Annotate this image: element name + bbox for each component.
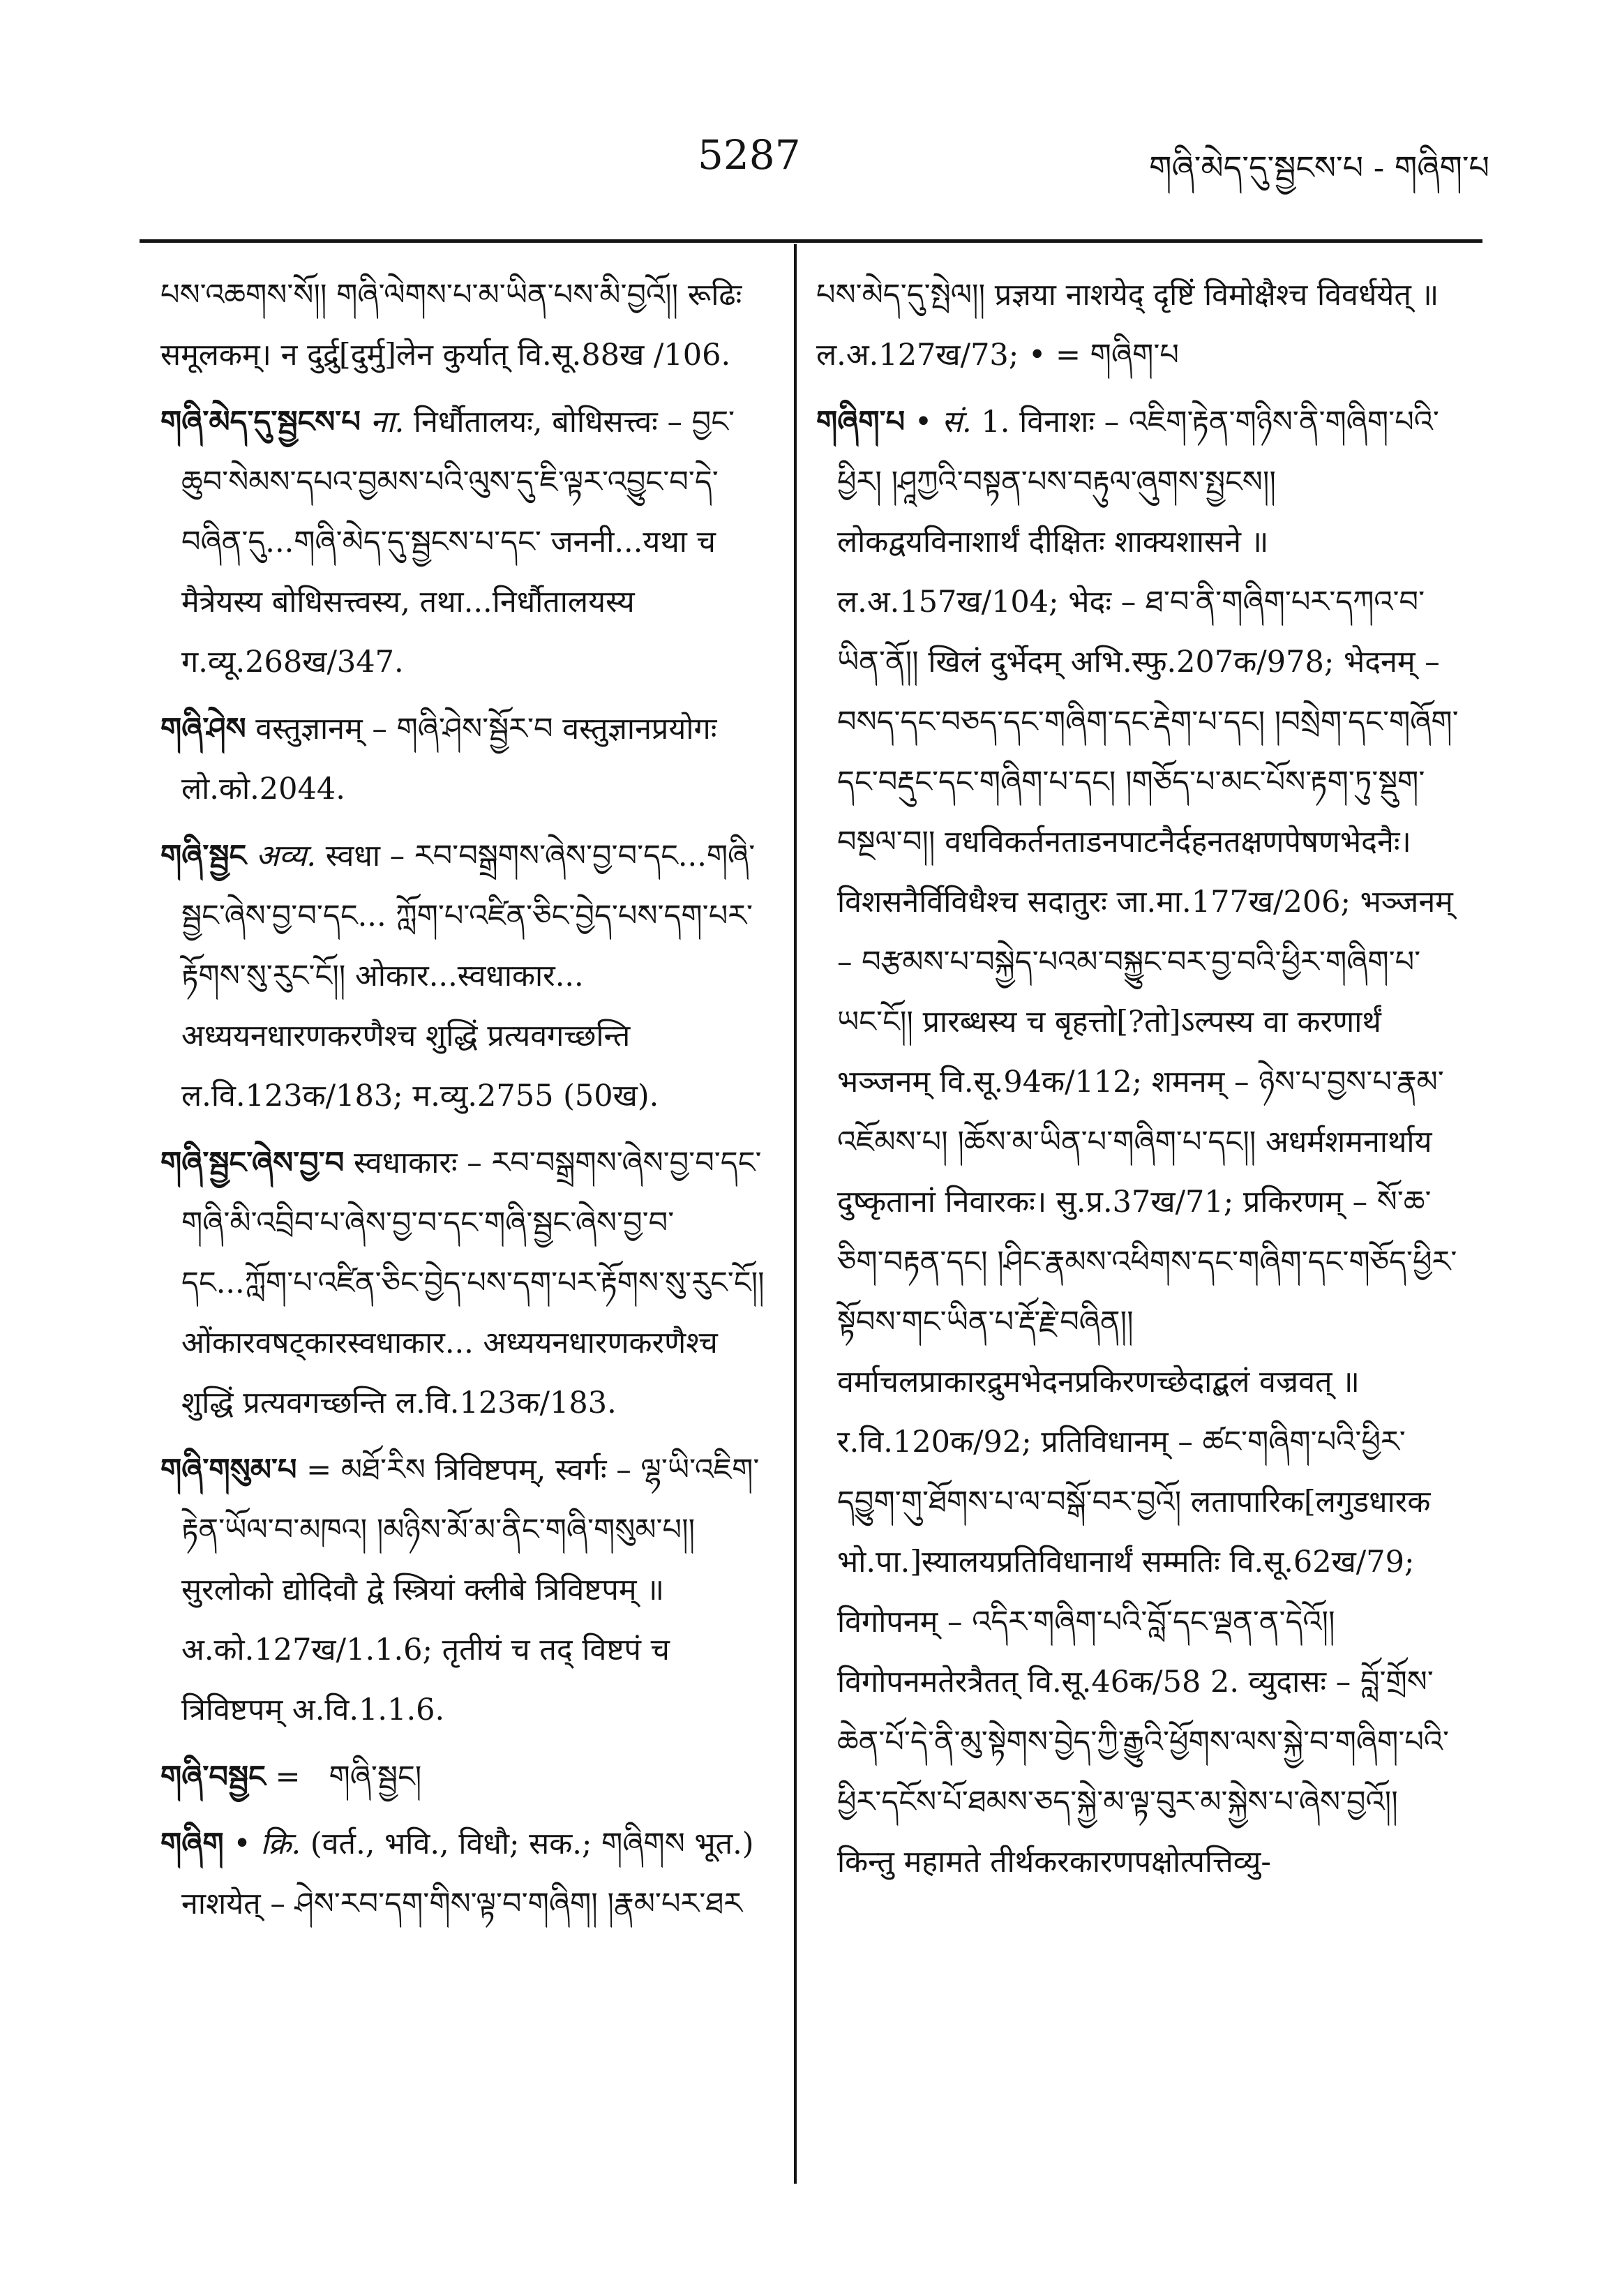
dictionary-entry bbox=[160, 1133, 774, 1433]
entry-headword: གཞི་སྦྱང bbox=[160, 839, 247, 873]
grammar-label: • क्रि. bbox=[233, 1826, 301, 1861]
dictionary-entry bbox=[160, 826, 774, 1126]
entry-text: स्वधाकारः – རབ་བསྒྲགས་ཞེས་བྱ་བ་དང་གཞི་མི་འབྲིབ་པ་ཞེས་བྱ་བ་དང་གཞི་སྦྱང་ཞེས་བྱ་བ་དང...ཀློག་པ་འཛིན་ཅིང་བྱེད་པས་དག་པར་རྟོགས་སུ་རུང་ངོ།། ओंकारवषट्कारस्वधाकार... अध्ययनधारणकरणैश्च शुद्धिं प्रत्यवगच्छन्ति ल.वि.123क/183. bbox=[181, 1146, 765, 1420]
grammar-label: अव्य. bbox=[255, 839, 317, 873]
dictionary-entry bbox=[160, 1747, 774, 1807]
entry-text: པས་འཆགས་སོ།། གཞི་ལེགས་པ་མ་ཡིན་པས་མི་བྱའོ།། रूढिः समूलकम्। न दुर्द्रु[दुर्मु]लेन कुर्यात् वि.सू.88ख /106. bbox=[160, 278, 742, 373]
running-head: གཞི་མེད་དུ་སྦྱངས་པ - གཞིག་པ bbox=[1149, 149, 1489, 186]
left-column bbox=[160, 265, 774, 1941]
grammar-label: ना. bbox=[370, 405, 405, 440]
entry-headword: གཞི་བསྦྱང bbox=[160, 1759, 266, 1794]
entry-continuation bbox=[816, 265, 1462, 385]
entry-text: པས་མེད་དུ་སྤེལ།། प्रज्ञया नाशयेद् दृष्टिं विमोक्षैश्च विवर्धयेत् ॥ ल.अ.127ख/73; • = གཞིག་པ bbox=[816, 278, 1439, 373]
dictionary-entry bbox=[160, 392, 774, 692]
dictionary-entry bbox=[160, 1814, 774, 1934]
entry-text: = མཐོ་རིས त्रिविष्टपम्, स्वर्गः – ལྷ་ཡི་འཇིག་རྟེན་ཡོལ་བ་མཁའ། །མཉིས་མོ་མ་ནིང་གཞི་གསུམ་པ།། सुरलोको द्योदिवौ द्वे स्त्रियां क्लीबे त्रिविष्टपम् ॥ अ.को.127ख/1.1.6; तृतीयं च तद् विष्टपं च त्रिविष्टपम् अ.वि.1.1.6. bbox=[181, 1453, 760, 1727]
dictionary-entry bbox=[160, 1440, 774, 1740]
dictionary-entry bbox=[816, 392, 1462, 1892]
header-rule bbox=[140, 239, 1482, 243]
entry-text: निर्धौतालयः, बोधिसत्त्वः – བྱང་ཆུབ་སེམས་དཔའ་བྱམས་པའི་ལུས་དུ་ཇི་ལྟར་འབྱུང་བ་དེ་བཞིན་དུ...གཞི་མེད་དུ་སྦྱངས་པ་དང་ जननी...यथा च मैत्रेयस्य बोधिसत्त्वस्य, तथा...निर्धौतालयस्य ग.व्यू.268ख/347. bbox=[181, 405, 735, 680]
column-divider bbox=[794, 244, 797, 2184]
entry-continuation bbox=[160, 265, 774, 385]
page-number: 5287 bbox=[698, 131, 801, 179]
right-column bbox=[816, 265, 1462, 1899]
entry-text: स्वधा – རབ་བསྒྲགས་ཞེས་བྱ་བ་དང...གཞི་སྦྱང་ཞེས་བྱ་བ་དང... ཀློག་པ་འཛིན་ཅིང་བྱེད་པས་དག་པར་རྟོགས་སུ་རུང་ངོ།། ओकार...स्वधाकार... अध्ययनधारणकरणैश्च शुद्धिं प्रत्यवगच्छन्ति ल.वि.123क/183; म.व्यु.2755 (50ख). bbox=[181, 839, 756, 1113]
entry-headword: གཞིག་པ bbox=[816, 405, 906, 440]
entry-headword: གཞི་ཤེས bbox=[160, 712, 246, 746]
entry-headword: གཞི་སྦྱང་ཞེས་བྱ་བ bbox=[160, 1146, 345, 1180]
entry-text: = གཞི་སྦྱང། bbox=[275, 1759, 422, 1794]
grammar-label: • सं. bbox=[914, 405, 972, 440]
entry-headword: གཞི་གསུམ་པ bbox=[160, 1453, 297, 1487]
entry-text: (वर्त., भवि., विधौ; सक.; གཞིགས भूत.) नाशयेत् – ཤེས་རབ་དག་གིས་ལྟ་བ་གཞིག། །རྣམ་པར་ཐར bbox=[181, 1826, 754, 1921]
entry-text: वस्तुज्ञानम् – གཞི་ཤེས་སྦྱོར་བ वस्तुज्ञानप्रयोगः लो.को.2044. bbox=[181, 712, 717, 806]
entry-headword: གཞི་མེད་དུ་སྦྱངས་པ bbox=[160, 405, 361, 440]
entry-headword: གཞིག bbox=[160, 1826, 224, 1861]
dictionary-entry bbox=[160, 699, 774, 819]
entry-text: 1. विनाशः – འཇིག་རྟེན་གཉིས་ནི་གཞིག་པའི་ཕྱིར། །ཤཱཀྱའི་བསྟན་པས་བརྟུལ་ཞུགས་སྤྱངས།། लोकद्वयविनाशार्थं दीक्षितः शाक्यशासने ॥ ल.अ.157ख/104; भेदः – ཐ་བ་ནི་གཞིག་པར་དཀའ་བ་ཡིན་ནོ།། खिलं दुर्भेदम् अभि.स्फु.207क/978; भेदनम् – བསད་དང་བཅད་དང་གཞིག་དང་རྡེག་པ་དང། །བསྲེག་དང་གཞོག་དང་བརྡུང་དང་གཞིག་པ་དང། །གཅོད་པ་མང་པོས་རྟག་ཏུ་སྡུག་བསྔལ་བ།། वधविकर्तनताडनपाटनैर्दहनतक्षणपेषणभेदनैः। विशसनैर्विविधैश्च सदातुरः जा.मा.177ख/206; भञ्जनम् – བརྩམས་པ་བསྐྱེད་པའམ་བསྐྱུང་བར་བྱ་བའི་ཕྱིར་གཞིག་པ་ཡང་ངོ།། प्रारब्धस्य च बृहत्तो[?तो]ऽल्पस्य वा करणार्थं भञ्जनम् वि.सू.94क/112; शमनम् – ཉེས་པ་བྱས་པ་རྣམ་འཇོམས་པ། །ཆོས་མ་ཡིན་པ་གཞིག་པ་དང།། अधर्मशमनार्थाय दुष्कृतानां निवारकः। सु.प्र.37ख/71; प्रकिरणम् – སོ་ཆ་ཅིག་བརྟན་དང། །ཤིང་རྣམས་འཕིགས་དང་གཞིག་དང་གཅོད་ཕྱིར་སྟོབས་གང་ཡིན་པ་རྡོ་རྗེ་བཞིན།། वर्माचलप्राकारद्रुमभेदनप्रकिरणच्छेदाद्बलं वज्रवत् ॥ र.वि.120क/92; प्रतिविधानम् – ཚང་གཞིག་པའི་ཕྱིར་དབྱུག་གུ་ཐོགས་པ་ལ་བསྒོ་བར་བྱའོ། लतापारिक[लगुडधारक भो.पा.]स्यालयप्रतिविधानार्थं सम्मतिः वि.सू.62ख/79; विगोपनम् – འདིར་གཞིག་པའི་བློ་དང་ལྡན་ན་དེའོ།། विगोपनमतेरत्रैतत् वि.सू.46क/58 2. व्युदासः – བློ་གྲོས་ཆེན་པོ་དེ་ནི་མུ་སྟེགས་བྱེད་ཀྱི་རྒྱུའི་ཕྱོགས་ལས་སྐྱེ་བ་གཞིག་པའི་ཕྱིར་དངོས་པོ་ཐམས་ཅད་སྐྱེ་མ་ལྟ་བུར་མ་སྐྱེས་པ་ཞེས་བྱའོ།། किन्तु महामते तीर्थकरकारणपक्षोत्पत्तिव्यु- bbox=[837, 405, 1459, 1879]
